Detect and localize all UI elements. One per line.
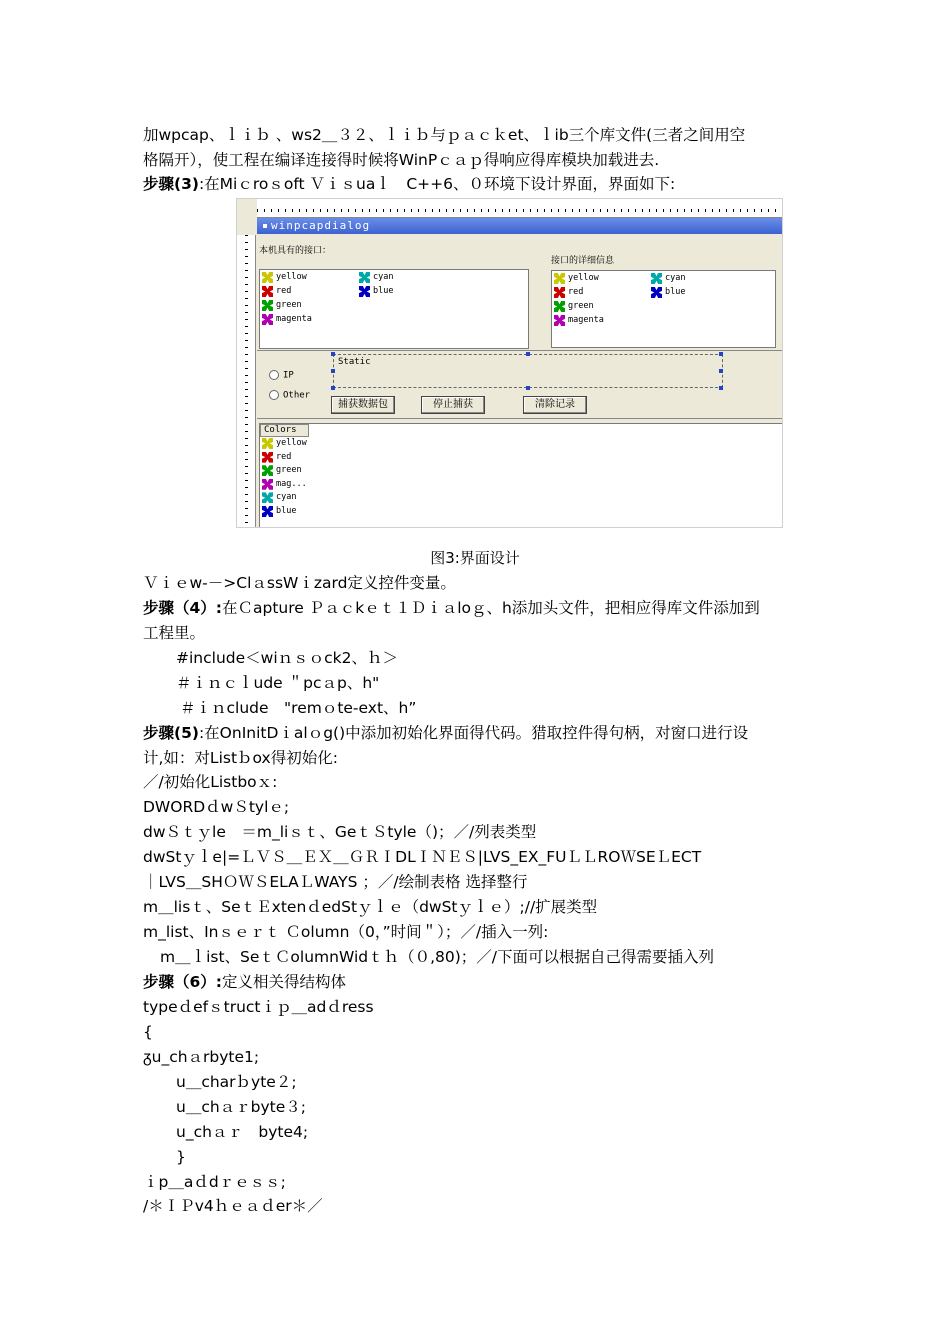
code-line: dwStｙｌe|=ＬＶＳ＿ＥＸ＿ＧＲＩDLＩＮＥＳ|LVS_EX_FUＬＬROＷSEＬECT <box>143 848 702 866</box>
list-item-label: magenta <box>276 314 312 324</box>
code-line: ｜LVS＿SHＯＷＳELAＬWAYS ；／/绘制表格 选择整行 <box>143 873 528 891</box>
list-item[interactable] <box>554 315 604 326</box>
code-line: u＿chａｒbyte３; <box>176 1098 307 1116</box>
list-item[interactable] <box>554 273 599 284</box>
text-line: 计,如：对Listｂox得初始化: <box>143 749 338 767</box>
code-line: u＿charｂyte２; <box>176 1073 297 1091</box>
color-swatch-icon <box>262 479 273 490</box>
list-item[interactable] <box>262 438 307 449</box>
color-swatch-icon <box>262 465 273 476</box>
dialog-client <box>257 235 782 527</box>
list-item[interactable] <box>262 492 296 503</box>
code-line: typeｄefｓtructｉｐ＿adｄress <box>143 998 374 1016</box>
list-item-label: blue <box>276 506 297 516</box>
list-item-label: magenta <box>568 315 604 325</box>
static-control[interactable] <box>333 354 723 388</box>
code-line: ᵹu_chａrbyte1; <box>143 1048 260 1066</box>
color-swatch-icon <box>651 273 662 284</box>
resize-handle[interactable] <box>526 352 530 356</box>
code-line: ＃ｉｎｃｌude ＂pcａp、h" <box>176 674 380 692</box>
list-item-label: blue <box>373 286 394 296</box>
radio-circle <box>269 370 279 380</box>
list-item-label: mag... <box>276 478 307 489</box>
list-item-label: blue <box>665 287 686 297</box>
text-line: Ｖｉｅw-－>ClａssWｉzard定义控件变量。 <box>143 574 456 592</box>
packet-list[interactable] <box>259 423 783 528</box>
resize-handle[interactable] <box>331 369 335 373</box>
dialog-title: winpcapdialog <box>257 218 782 234</box>
list-item[interactable] <box>262 286 291 297</box>
color-swatch-icon <box>554 315 565 326</box>
list-item-label: cyan <box>276 492 297 503</box>
list-item-label: yellow <box>276 272 307 282</box>
list-item[interactable] <box>262 479 307 490</box>
list-item[interactable] <box>554 287 583 298</box>
list-item-label: red <box>276 286 292 296</box>
list-item[interactable] <box>651 273 685 284</box>
step3-line <box>143 172 813 197</box>
step-label: 步骤（6）: <box>143 973 222 991</box>
color-swatch-icon <box>262 300 273 311</box>
radio-circle <box>269 390 279 400</box>
list-item[interactable] <box>262 465 302 476</box>
color-swatch-icon <box>262 506 273 517</box>
step-label: 步骤(5) <box>143 724 199 742</box>
color-swatch-icon <box>359 272 370 283</box>
radio-label: Other <box>283 390 311 401</box>
list-item-label: green <box>568 301 594 311</box>
list-item-label: cyan <box>665 273 686 283</box>
color-swatch-icon <box>651 287 662 298</box>
list-item[interactable] <box>262 452 291 463</box>
resize-handle[interactable] <box>526 386 530 390</box>
color-swatch-icon <box>554 287 565 298</box>
code-line: #include＜wiｎｓｏck2、ｈ＞ <box>176 649 398 667</box>
code-line: { <box>143 1023 153 1041</box>
clear-records-button[interactable]: 清除记录 <box>523 396 587 414</box>
ruler-left <box>237 235 256 527</box>
code-line: ＃ｉｎclude "remｏte-ext、h” <box>180 699 417 717</box>
capture-button[interactable]: 捕获数据包 <box>331 396 395 414</box>
step-text: :在Miｃroｓoft Ｖｉｓuaｌ C++6、０环境下设计界面，界面如下: <box>198 175 676 193</box>
list-item-label: green <box>276 300 302 310</box>
step-text: 在Ｃapture Ｐａｃkｅｔ１Ｄｉａloｇ、h添加头文件，把相应得库文件添加到 <box>221 599 760 617</box>
separator <box>257 350 782 351</box>
color-swatch-icon <box>554 273 565 284</box>
figure-caption: 图3:界面设计 <box>430 549 520 567</box>
list-item-label: green <box>276 465 302 476</box>
radio-other[interactable] <box>269 390 310 401</box>
list-item[interactable] <box>359 286 393 297</box>
color-swatch-icon <box>262 286 273 297</box>
label-local-interfaces: 本机具有的接口： <box>259 246 332 256</box>
code-line: u_chａｒ byte4; <box>176 1123 309 1141</box>
resize-handle[interactable] <box>331 386 335 390</box>
color-swatch-icon <box>262 438 273 449</box>
list-item-label: red <box>276 451 292 462</box>
step-label: 步骤（4）: <box>143 599 222 617</box>
ruler-top <box>257 199 782 218</box>
column-header-colors[interactable]: Colors <box>260 424 309 437</box>
interface-list[interactable] <box>259 269 529 349</box>
list-item[interactable] <box>554 301 594 312</box>
code-line: m＿lisｔ、SeｔＥxtenｄedStｙｌｅ（dwStｙｌｅ）;//扩展类型 <box>143 898 598 916</box>
code-line: } <box>176 1148 186 1166</box>
code-line: m＿ｌist、SeｔＣolumnWidｔｈ（０,80)；／/下面可以根据自己得需要插入列 <box>160 948 715 966</box>
label-interface-details: 接口的详细信息 <box>551 256 615 266</box>
list-item-label: cyan <box>373 272 394 282</box>
list-item[interactable] <box>262 272 307 283</box>
step-text: 定义相关得结构体 <box>221 973 346 991</box>
step5-line <box>143 721 813 746</box>
list-item-label: red <box>568 287 584 297</box>
text-line: 加wpcap、ｌｉｂ 、ws2＿３２、ｌｉｂ与ｐａｃｋet、ｌib三个库文件(三者之间用空 <box>143 126 746 144</box>
stop-capture-button[interactable]: 停止捕获 <box>421 396 485 414</box>
resize-handle[interactable] <box>719 352 723 356</box>
code-line: DWORDｄwＳtylｅ; <box>143 798 290 816</box>
step-text: :在OnInitDｉalｏg()中添加初始化界面得代码。猎取控件得句柄，对窗口进行设 <box>198 724 749 742</box>
color-swatch-icon <box>262 272 273 283</box>
color-swatch-icon <box>262 452 273 463</box>
dialog-screenshot <box>236 198 783 528</box>
step4-line <box>143 596 813 621</box>
list-item[interactable] <box>651 287 685 298</box>
code-line: m_list、Inｓｅｒｔ Ｃolumn（0，”时间＂）；／/插入一列: <box>143 923 549 941</box>
text-line: 工程里。 <box>143 624 206 642</box>
separator <box>257 418 782 419</box>
color-swatch-icon <box>554 301 565 312</box>
code-line: /＊ＩＰv4ｈｅａｄer＊／ <box>143 1197 323 1215</box>
radio-label: IP <box>283 370 294 381</box>
color-swatch-icon <box>359 286 370 297</box>
detail-list[interactable] <box>551 270 776 348</box>
list-item[interactable] <box>262 314 312 325</box>
list-item[interactable] <box>359 272 393 283</box>
code-line: ｉp＿aｄdｒｅｓｓ; <box>143 1173 286 1191</box>
resize-handle[interactable] <box>719 369 723 373</box>
code-line: ／/初始化Listboｘ: <box>143 773 278 791</box>
list-item[interactable] <box>262 506 296 517</box>
text-line: 格隔开），使工程在编译连接得时候将WinPｃａｐ得响应得库模块加载进去. <box>143 151 660 169</box>
color-swatch-icon <box>262 314 273 325</box>
list-item-label: yellow <box>276 438 307 448</box>
static-label: Static <box>338 357 371 367</box>
list-item[interactable] <box>262 300 302 311</box>
step6-line <box>143 970 813 995</box>
radio-ip[interactable] <box>269 370 294 381</box>
step-label: 步骤(3) <box>143 175 199 193</box>
resize-handle[interactable] <box>331 352 335 356</box>
list-item-label: yellow <box>568 273 599 283</box>
code-line: dwＳｔｙle ＝m_liｓｔ、GeｔＳtyle（)；／/列表类型 <box>143 823 537 841</box>
color-swatch-icon <box>262 492 273 503</box>
resize-handle[interactable] <box>719 386 723 390</box>
